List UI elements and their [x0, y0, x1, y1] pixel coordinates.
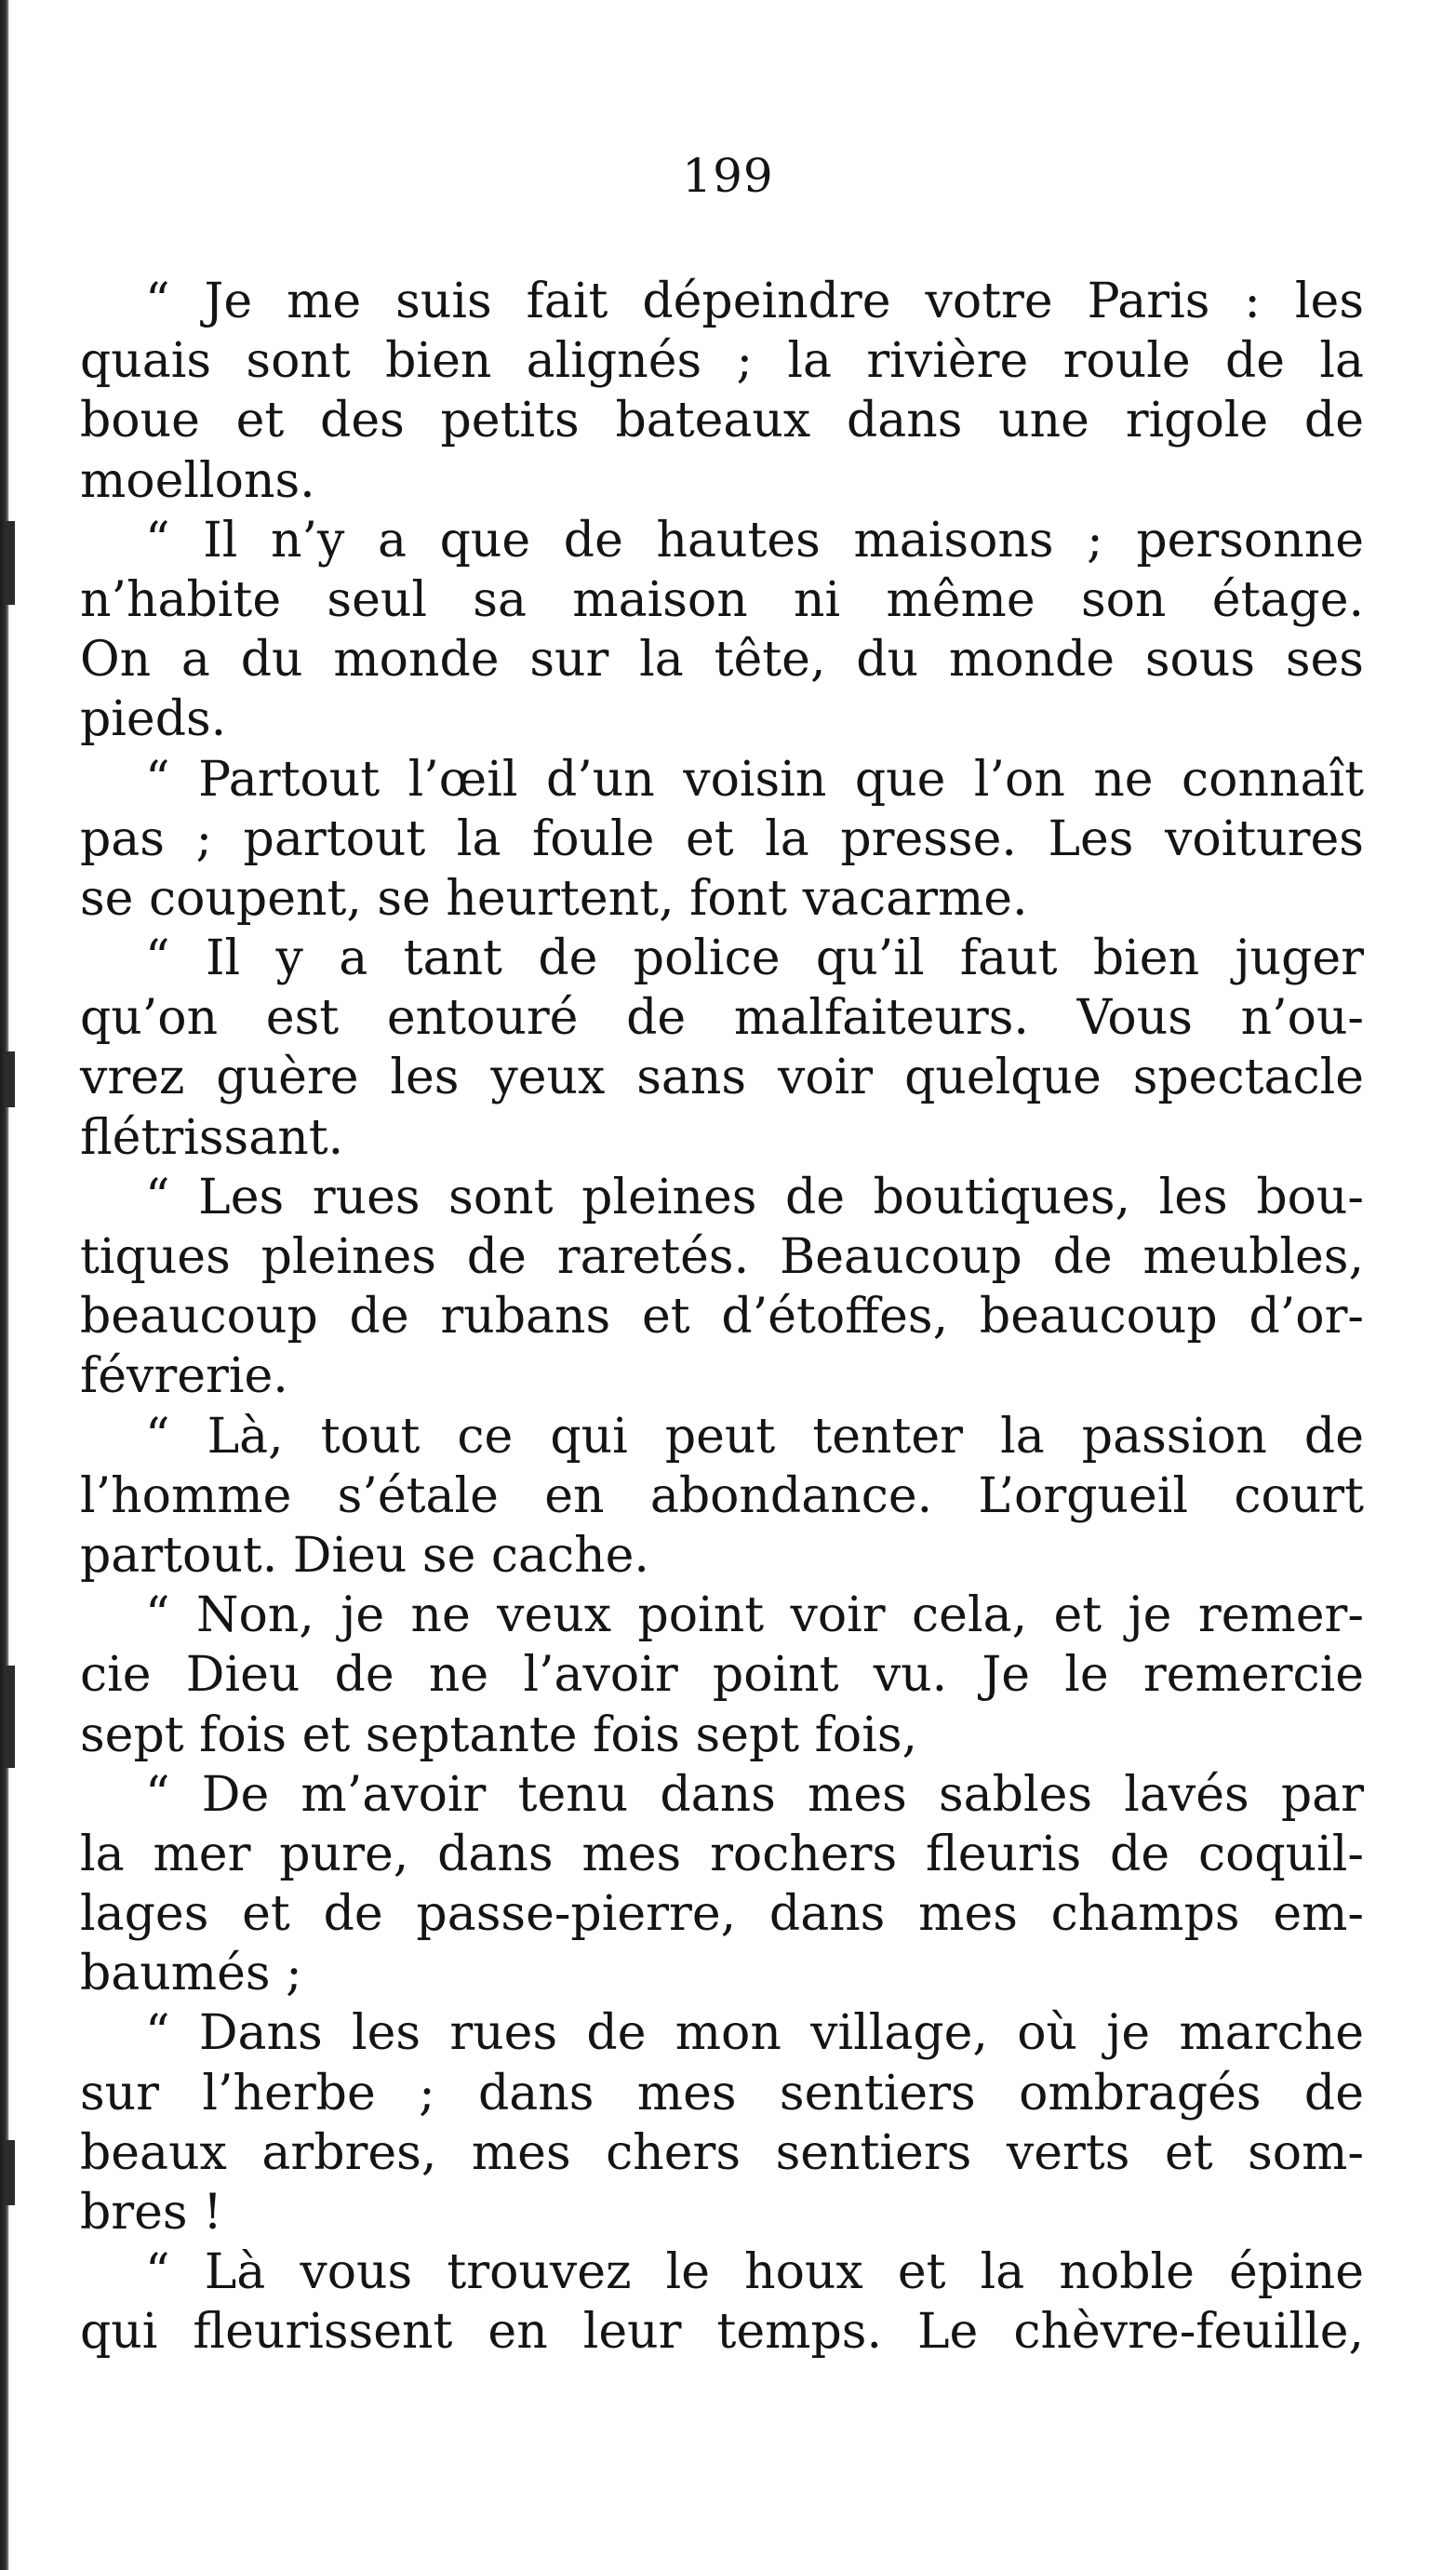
text-line: “ Il n’y a que de hautes maisons ; personne [145, 512, 1364, 569]
text-line: beaucoup de rubans et d’étoffes, beaucoup d’or- [80, 1289, 1364, 1345]
binding-speck [4, 1051, 15, 1107]
text-line: “ Non, je ne veux point voir cela, et je remer- [145, 1587, 1364, 1644]
text-line: “ Il y a tant de police qu’il faut bien juger [145, 930, 1364, 987]
text-line: “ Partout l’œil d’un voisin que l’on ne connaît [145, 751, 1364, 808]
text-line: pas ; partout la foule et la presse. Les voitures [80, 810, 1364, 867]
paragraph [80, 511, 1364, 750]
paragraph [80, 1765, 1364, 2004]
text-line: se coupent, se heurtent, font vacarme. [80, 870, 1028, 927]
paragraph [80, 1168, 1364, 1407]
paragraph [80, 1407, 1364, 1586]
page-number: 199 [682, 149, 774, 203]
text-line: “ Là vous trouvez le houx et la noble épine [145, 2244, 1364, 2301]
text-line: lages et de passe-pierre, dans mes champs em- [80, 1886, 1364, 1943]
binding-speck [4, 2140, 15, 2205]
text-line: moellons. [80, 452, 315, 509]
text-line: l’homme s’étale en abondance. L’orgueil court [80, 1467, 1364, 1524]
text-line: qu’on est entouré de malfaiteurs. Vous n’ou- [80, 990, 1364, 1047]
text-line: sept fois et septante fois sept fois, [80, 1707, 918, 1763]
text-line: “ Dans les rues de mon village, où je marche [145, 2005, 1364, 2062]
text-line: “ Les rues sont pleines de boutiques, les bou- [145, 1169, 1364, 1225]
text-line: baumés ; [80, 1946, 302, 2002]
paragraph [80, 1586, 1364, 1765]
text-line: bres ! [80, 2185, 223, 2241]
text-line: beaux arbres, mes chers sentiers verts et som- [80, 2124, 1364, 2181]
text-line: partout. Dieu se cache. [80, 1527, 649, 1584]
text-line: quais sont bien alignés ; la rivière roule de la [80, 333, 1364, 390]
text-line: On a du monde sur la tête, du monde sous ses [80, 632, 1364, 689]
text-line: qui fleurissent en leur temps. Le chèvre-feuille, [80, 2304, 1364, 2361]
paragraph [80, 929, 1364, 1168]
binding-speck [4, 1666, 15, 1768]
text-line: cie Dieu de ne l’avoir point vu. Je le remercie [80, 1647, 1364, 1704]
text-line: vrez guère les yeux sans voir quelque spectacle [80, 1050, 1364, 1106]
paragraph [80, 750, 1364, 930]
text-line: févrerie. [80, 1348, 288, 1405]
text-line: flétrissant. [80, 1109, 344, 1166]
text-line: n’habite seul sa maison ni même son étage. [80, 571, 1364, 628]
text-line: pieds. [80, 691, 227, 748]
text-line: tiques pleines de raretés. Beaucoup de meubles, [80, 1229, 1364, 1285]
text-line: la mer pure, dans mes rochers fleuris de coquil- [80, 1826, 1364, 1882]
text-line: sur l’herbe ; dans mes sentiers ombragés de [80, 2065, 1364, 2122]
page-text [80, 272, 1364, 2363]
paragraph [80, 2003, 1364, 2242]
paragraph [80, 2242, 1364, 2362]
text-line: “ Je me suis fait dépeindre votre Paris : les [145, 274, 1364, 329]
text-line: boue et des petits bateaux dans une rigole de [80, 393, 1364, 449]
binding-speck [4, 521, 15, 605]
text-line: “ De m’avoir tenu dans mes sables lavés par [145, 1766, 1364, 1823]
paragraph [80, 272, 1364, 511]
text-line: “ Là, tout ce qui peut tenter la passion de [145, 1408, 1364, 1465]
